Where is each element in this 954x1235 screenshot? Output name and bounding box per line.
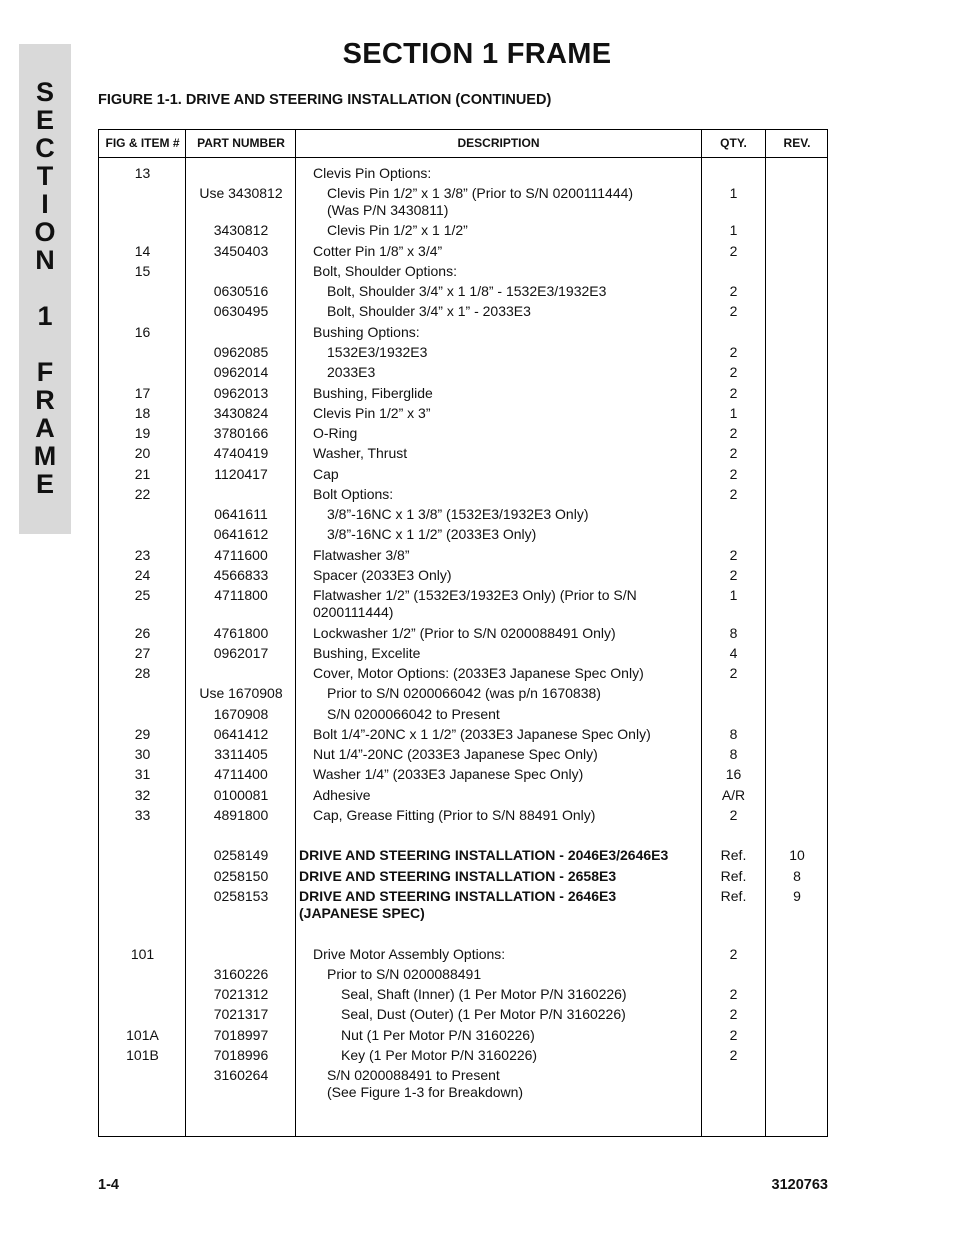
part-number: 7021317 — [213, 1006, 269, 1022]
description — [296, 526, 732, 543]
description-line: Cap, Grease Fitting (Prior to S/N 88491 Only) — [313, 807, 596, 823]
description-line: Drive Motor Assembly Options: — [313, 946, 506, 962]
description-line: Lockwasher 1/2” (Prior to S/N 0200088491 Only) — [313, 625, 616, 641]
part-number: 7021312 — [213, 986, 269, 1002]
description — [296, 364, 732, 381]
description-line: DRIVE AND STEERING INSTALLATION - 2046E3/2646E3 — [299, 847, 669, 863]
part-number: 4711800 — [214, 587, 268, 603]
quantity: 2 — [729, 243, 738, 259]
quantity: 2 — [729, 425, 738, 441]
description — [296, 344, 732, 361]
description — [296, 1047, 746, 1064]
col-header-rev: REV. — [783, 136, 811, 150]
quantity: 2 — [729, 567, 738, 583]
description-line: 3/8”-16NC x 1 3/8” (1532E3/1932E3 Only) — [327, 506, 589, 522]
description-line: Bushing, Excelite — [313, 645, 421, 661]
part-number: 4711400 — [214, 766, 268, 782]
quantity: 2 — [729, 547, 738, 563]
quantity: 2 — [729, 1027, 738, 1043]
col-header-description: DESCRIPTION — [457, 136, 540, 150]
description — [296, 966, 732, 983]
description-line: Bolt, Shoulder 3/4” x 1” - 2033E3 — [327, 303, 531, 319]
description-line: Cap — [313, 466, 339, 482]
document-number: 3120763 — [771, 1177, 828, 1193]
item-number: 13 — [134, 165, 151, 181]
description — [296, 868, 704, 885]
part-number: 0258149 — [213, 847, 269, 863]
quantity: 1 — [729, 405, 738, 421]
item-number: 27 — [134, 645, 151, 661]
col-header-qty: QTY. — [720, 136, 747, 150]
description-line: DRIVE AND STEERING INSTALLATION - 2646E3 — [299, 888, 617, 904]
item-number: 14 — [134, 243, 151, 259]
side-tab-letters — [19, 78, 71, 498]
item-number: 21 — [134, 466, 151, 482]
part-number: 0962014 — [213, 364, 269, 380]
item-number: 15 — [134, 263, 151, 279]
quantity: Ref. — [720, 847, 747, 863]
part-number: 0630516 — [213, 283, 269, 299]
description-line: 2033E3 — [327, 364, 376, 380]
item-number: 16 — [134, 324, 151, 340]
description-line: Bolt, Shoulder 3/4” x 1 1/8” - 1532E3/1932E3 — [327, 283, 607, 299]
description-line: Flatwasher 3/8” — [313, 547, 410, 563]
part-number: 0962085 — [213, 344, 269, 360]
quantity: 2 — [729, 364, 738, 380]
description-line: (JAPANESE SPEC) — [299, 905, 425, 921]
item-number: 19 — [134, 425, 151, 441]
description — [296, 222, 732, 239]
quantity: 2 — [729, 344, 738, 360]
description — [296, 665, 718, 682]
quantity: 2 — [729, 466, 738, 482]
description-line: Prior to S/N 0200066042 (was p/n 1670838) — [327, 685, 601, 701]
description-line: S/N 0200088491 to Present — [327, 1067, 500, 1083]
description — [296, 766, 718, 783]
description — [296, 645, 718, 662]
description-line: Clevis Pin 1/2” x 3” — [313, 405, 431, 421]
part-number: Use 3430812 — [199, 185, 283, 201]
description-line: Nut 1/4”-20NC (2033E3 Japanese Spec Only) — [313, 746, 598, 762]
quantity: Ref. — [720, 888, 747, 904]
quantity: 2 — [729, 946, 738, 962]
quantity: 8 — [729, 726, 738, 742]
description-line: Seal, Shaft (Inner) (1 Per Motor P/N 3160226) — [341, 986, 627, 1002]
quantity: Ref. — [720, 868, 747, 884]
description — [296, 506, 732, 523]
col-header-item: FIG & ITEM # — [105, 136, 180, 150]
side-tab-letter: F — [36, 357, 54, 387]
quantity: 1 — [729, 185, 738, 201]
part-number: 3160226 — [213, 966, 269, 982]
side-tab-letter: C — [35, 133, 55, 163]
item-number: 31 — [134, 766, 151, 782]
description — [296, 385, 718, 402]
description — [296, 263, 718, 280]
parts-table — [98, 129, 828, 1137]
table-header — [99, 130, 827, 158]
quantity: 1 — [729, 587, 738, 603]
part-number: 4761800 — [213, 625, 269, 641]
part-number: 0962013 — [213, 385, 269, 401]
part-number: 4711600 — [214, 547, 268, 563]
side-tab-letter: S — [35, 77, 54, 107]
description-line: Nut (1 Per Motor P/N 3160226) — [341, 1027, 535, 1043]
description-line: Washer 1/4” (2033E3 Japanese Spec Only) — [313, 766, 584, 782]
side-tab-letter: O — [34, 217, 56, 247]
description-line: Spacer (2033E3 Only) — [313, 567, 452, 583]
description — [296, 726, 718, 743]
description — [296, 165, 718, 182]
item-number: 24 — [134, 567, 151, 583]
page-title: SECTION 1 FRAME — [342, 38, 612, 70]
section-side-tab — [19, 44, 71, 534]
part-number: 0258153 — [213, 888, 269, 904]
quantity: 2 — [729, 486, 738, 502]
description — [296, 243, 718, 260]
item-number: 20 — [134, 445, 151, 461]
item-number: 25 — [134, 587, 151, 603]
description — [296, 847, 704, 864]
description — [296, 303, 732, 320]
part-number: 3160264 — [213, 1067, 269, 1083]
description-line: Prior to S/N 0200088491 — [327, 966, 482, 982]
part-number: 3780166 — [213, 425, 269, 441]
part-number: 3430824 — [213, 405, 269, 421]
item-number: 22 — [134, 486, 151, 502]
description-line: Cotter Pin 1/8” x 3/4” — [313, 243, 443, 259]
side-tab-letter: 1 — [37, 301, 53, 331]
part-number: 3311405 — [214, 746, 268, 762]
description-line: 0200111444) — [313, 604, 394, 620]
description-line: Flatwasher 1/2” (1532E3/1932E3 Only) (Prior to S/N — [313, 587, 637, 603]
part-number: 0100081 — [213, 787, 269, 803]
quantity: 4 — [729, 645, 738, 661]
item-number: 33 — [134, 807, 151, 823]
description — [296, 1067, 732, 1101]
quantity: 2 — [729, 303, 738, 319]
side-tab-letter: N — [35, 245, 55, 275]
figure-title: FIGURE 1-1. DRIVE AND STEERING INSTALLATION (CONTINUED) — [98, 92, 552, 108]
side-tab-letter: I — [41, 189, 49, 219]
item-number: 26 — [134, 625, 151, 641]
description-line: Bolt, Shoulder Options: — [313, 263, 457, 279]
item-number: 23 — [134, 547, 151, 563]
description-line: Bolt Options: — [313, 486, 394, 502]
description — [296, 445, 718, 462]
quantity: 8 — [729, 625, 738, 641]
description-line: S/N 0200066042 to Present — [327, 706, 500, 722]
quantity: 2 — [729, 665, 738, 681]
description — [296, 324, 718, 341]
side-tab-letter — [41, 330, 49, 358]
revision: 9 — [793, 888, 801, 904]
description — [296, 567, 718, 584]
quantity: A/R — [721, 787, 746, 803]
col-header-part-number: PART NUMBER — [197, 136, 285, 150]
part-number: 1120417 — [214, 466, 268, 482]
description-line: Adhesive — [313, 787, 371, 803]
quantity: 2 — [729, 385, 738, 401]
part-number: 0641412 — [213, 726, 269, 742]
part-number: 4740419 — [213, 445, 269, 461]
part-number: 0962017 — [213, 645, 269, 661]
description — [296, 1006, 746, 1023]
description — [296, 706, 732, 723]
quantity: 2 — [729, 1047, 738, 1063]
description — [296, 547, 718, 564]
description-line: Key (1 Per Motor P/N 3160226) — [341, 1047, 538, 1063]
column-divider — [765, 130, 766, 1136]
part-number: 4566833 — [213, 567, 269, 583]
description — [296, 486, 718, 503]
description-line: Bushing Options: — [313, 324, 420, 340]
description-line: O-Ring — [313, 425, 358, 441]
part-number: 7018997 — [213, 1027, 269, 1043]
quantity: 2 — [729, 1006, 738, 1022]
description — [296, 946, 718, 963]
part-number: Use 1670908 — [199, 685, 283, 701]
description-line: Clevis Pin 1/2” x 1 1/2” — [327, 222, 468, 238]
description-line: 1532E3/1932E3 — [327, 344, 428, 360]
item-number: 28 — [134, 665, 151, 681]
side-tab-letter: R — [35, 385, 55, 415]
part-number: 3430812 — [213, 222, 269, 238]
description-line: 3/8”-16NC x 1 1/2” (2033E3 Only) — [327, 526, 537, 542]
quantity: 8 — [729, 746, 738, 762]
description-line: DRIVE AND STEERING INSTALLATION - 2658E3 — [299, 868, 617, 884]
item-number: 29 — [134, 726, 151, 742]
page-number: 1-4 — [98, 1177, 119, 1193]
description — [296, 405, 718, 422]
description-line: (See Figure 1-3 for Breakdown) — [327, 1084, 524, 1100]
item-number: 101 — [130, 946, 155, 962]
description — [296, 685, 732, 702]
part-number: 1670908 — [213, 706, 269, 722]
item-number: 18 — [134, 405, 151, 421]
quantity: 16 — [725, 766, 742, 782]
item-number: 30 — [134, 746, 151, 762]
description-line: Cover, Motor Options: (2033E3 Japanese Spec Only) — [313, 665, 644, 681]
description — [296, 587, 718, 621]
description-line: Clevis Pin Options: — [313, 165, 432, 181]
side-tab-letter: E — [35, 469, 54, 499]
description — [296, 888, 704, 922]
item-number: 32 — [134, 787, 151, 803]
revision: 8 — [793, 868, 801, 884]
item-number: 17 — [134, 385, 151, 401]
description-line: (Was P/N 3430811) — [327, 202, 449, 218]
quantity: 2 — [729, 445, 738, 461]
description-line: Seal, Dust (Outer) (1 Per Motor P/N 3160226) — [341, 1006, 626, 1022]
description — [296, 466, 718, 483]
part-number: 7018996 — [213, 1047, 269, 1063]
part-number: 3450403 — [213, 243, 269, 259]
part-number: 0258150 — [213, 868, 269, 884]
description-line: Washer, Thrust — [313, 445, 408, 461]
side-tab-letter: T — [36, 161, 54, 191]
part-number: 0630495 — [213, 303, 269, 319]
description — [296, 986, 746, 1003]
side-tab-letter: A — [35, 413, 55, 443]
description-line: Bolt 1/4”-20NC x 1 1/2” (2033E3 Japanese Spec Only) — [313, 726, 651, 742]
quantity: 2 — [729, 986, 738, 1002]
description — [296, 807, 718, 824]
side-tab-letter: E — [35, 105, 54, 135]
revision: 10 — [789, 847, 805, 863]
description — [296, 746, 718, 763]
description — [296, 283, 732, 300]
description — [296, 787, 718, 804]
part-number: 4891800 — [213, 807, 269, 823]
side-tab-letter: M — [33, 441, 57, 471]
quantity: 2 — [729, 807, 738, 823]
description — [296, 185, 732, 219]
quantity: 2 — [729, 283, 738, 299]
part-number: 0641612 — [213, 526, 269, 542]
item-number: 101A — [126, 1027, 159, 1043]
description — [296, 425, 718, 442]
description — [296, 1027, 746, 1044]
description-line: Bushing, Fiberglide — [313, 385, 433, 401]
side-tab-letter — [41, 274, 49, 302]
quantity: 1 — [729, 222, 738, 238]
item-number: 101B — [126, 1047, 159, 1063]
description-line: Clevis Pin 1/2” x 1 3/8” (Prior to S/N 0200111444) — [327, 185, 634, 201]
description — [296, 625, 718, 642]
part-number: 0641611 — [214, 506, 268, 522]
